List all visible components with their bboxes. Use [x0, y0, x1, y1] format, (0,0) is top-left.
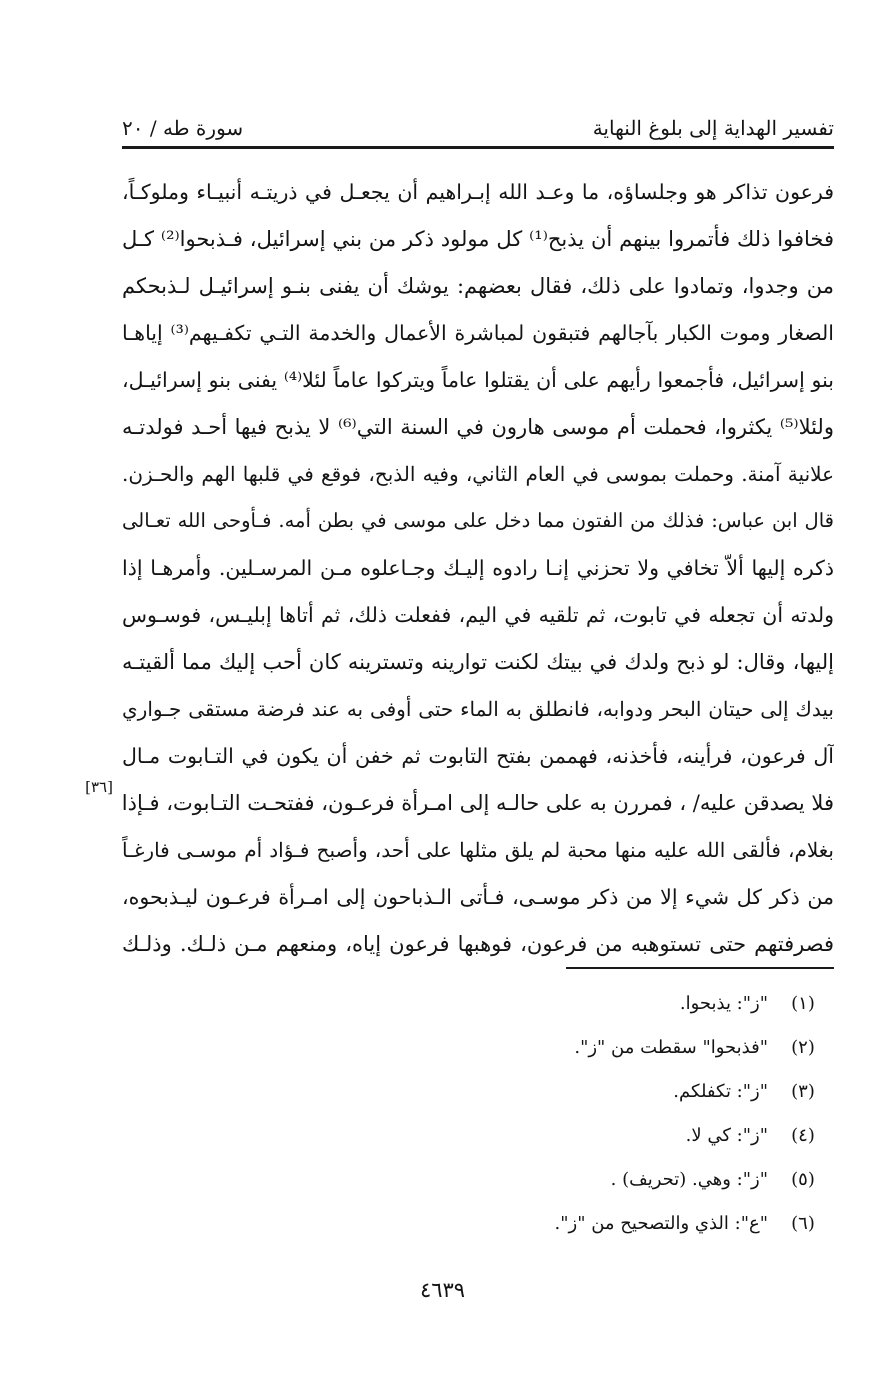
text-line: الصغار وموت الكبار بآجالهم فتبقون لمباشرة الأعمال والخدمة التـي تكفـيهم⁽³⁾ إياهـا [122, 321, 834, 345]
text-line: آل فرعون، فرأينه، فأخذنه، فهممن بفتح التابوت ثم خفن أن يكون في التـابوت مـال [122, 744, 834, 768]
text-line: فخافوا ذلك فأتمروا بينهم أن يذبح⁽¹⁾ كل مولود ذكر من بني إسرائيل، فـذبحوا⁽²⁾ كـل [122, 227, 834, 251]
header-rule [122, 146, 834, 149]
text-line: من ذكر كل شيء إلا من ذكر موسـى، فـأتى الـذباحون إلى امـرأة فرعـون ليـذبحوه، [122, 885, 834, 909]
text-line: من وجدوا، وتمادوا على ذلك، فقال بعضهم: يوشك أن يفنى بنـو إسرائيـل لـذبحكم [122, 274, 834, 298]
footnote-item [122, 1210, 838, 1254]
surah-label: سورة طه / ٢٠ [122, 116, 244, 140]
footnote-rule [566, 967, 834, 969]
footnote-item [122, 990, 838, 1034]
text-line: ذكره إليها ألاّ تخافي ولا تحزني إنـا رادوه إليـك وجـاعلوه مـن المرسـلين. وأمرهـا إذا [122, 556, 834, 580]
text-line: فلا يصدقن عليه/ ، فمررن به على حالـه إلى امـرأة فرعـون، ففتحـت التـابوت، فـإذا [122, 791, 834, 815]
footnote-number: (٤) [791, 1125, 815, 1146]
running-header [122, 112, 834, 144]
text-line: ولئلا⁽⁵⁾ يكثروا، فحملت أم موسى هارون في السنة التي⁽⁶⁾ لا يذبح فيها أحـد فولدتـه [122, 415, 834, 439]
footnote-number: (٣) [791, 1081, 815, 1102]
text-line: ولدته أن تجعله في تابوت، ثم تلقيه في اليم، ففعلت ذلك، ثم أتاها إبليـس، فوسـوس [122, 603, 834, 627]
text-line: فصرفتهم حتى تستوهبه من فرعون، فوهبها فرعون إياه، ومنعهم مـن ذلـك. وذلـك [122, 932, 834, 956]
footnote-number: (١) [791, 993, 815, 1014]
text-line: قال ابن عباس: فذلك من الفتون مما دخل على موسى في بطن أمه. فـأوحى الله تعـالى [122, 509, 834, 532]
footnote-item [122, 1034, 838, 1078]
text-line: بيدك إلى حيتان البحر ودوابه، فانطلق به الماء حتى أوفى به عند فرضة مستقى جـواري [122, 697, 834, 721]
text-line: علانية آمنة. وحملت بموسى في العام الثاني، وفيه الذبح، فوقع في قلبها الهم والحـزن. [122, 462, 834, 486]
footnote-number: (٦) [791, 1213, 815, 1234]
text-line: فرعون تذاكر هو وجلساؤه، ما وعـد الله إبـراهيم أن يجعـل في ذريتـه أنبيـاء وملوكـاً، [122, 180, 834, 204]
footnote-item [122, 1078, 838, 1122]
footnote-number: (٥) [791, 1169, 815, 1190]
footnote-text: "ع": الذي والتصحيح من "ز". [554, 1213, 768, 1234]
footnote-number: (٢) [791, 1037, 815, 1058]
footnote-text: "ز": تكفلكم. [673, 1081, 768, 1102]
main-text [122, 172, 834, 971]
page-number: ٤٦٣٩ [419, 1278, 466, 1302]
footnote-text: "ز": كي لا. [685, 1125, 768, 1146]
manuscript-folio-marker: [٣٦] [85, 778, 113, 796]
text-line: إليها، وقال: لو ذبح ولدك في بيتك لكنت توارينه وتسترينه كان أحب إليك مما ألقيتـه [122, 650, 834, 674]
footnote-text: "ز": وهي. (تحريف) . [610, 1169, 768, 1190]
footnote-text: "فذبحوا" سقطت من "ز". [574, 1037, 768, 1058]
text-line: بنو إسرائيل، فأجمعوا رأيهم على أن يقتلوا عاماً ويتركوا عاماً لئلا⁽⁴⁾ يفنى بنو إسرائيـل، [122, 368, 834, 392]
text-line: بغلام، فألقى الله عليه منها محبة لم يلق مثلها على أحد، وأصبح فـؤاد أم موسـى فارغـاً [122, 838, 834, 862]
footnotes [122, 990, 838, 1254]
book-title: تفسير الهداية إلى بلوغ النهاية [592, 116, 834, 140]
footnote-item [122, 1122, 838, 1166]
footnote-item [122, 1166, 838, 1210]
footnote-text: "ز": يذبحوا. [679, 993, 768, 1014]
